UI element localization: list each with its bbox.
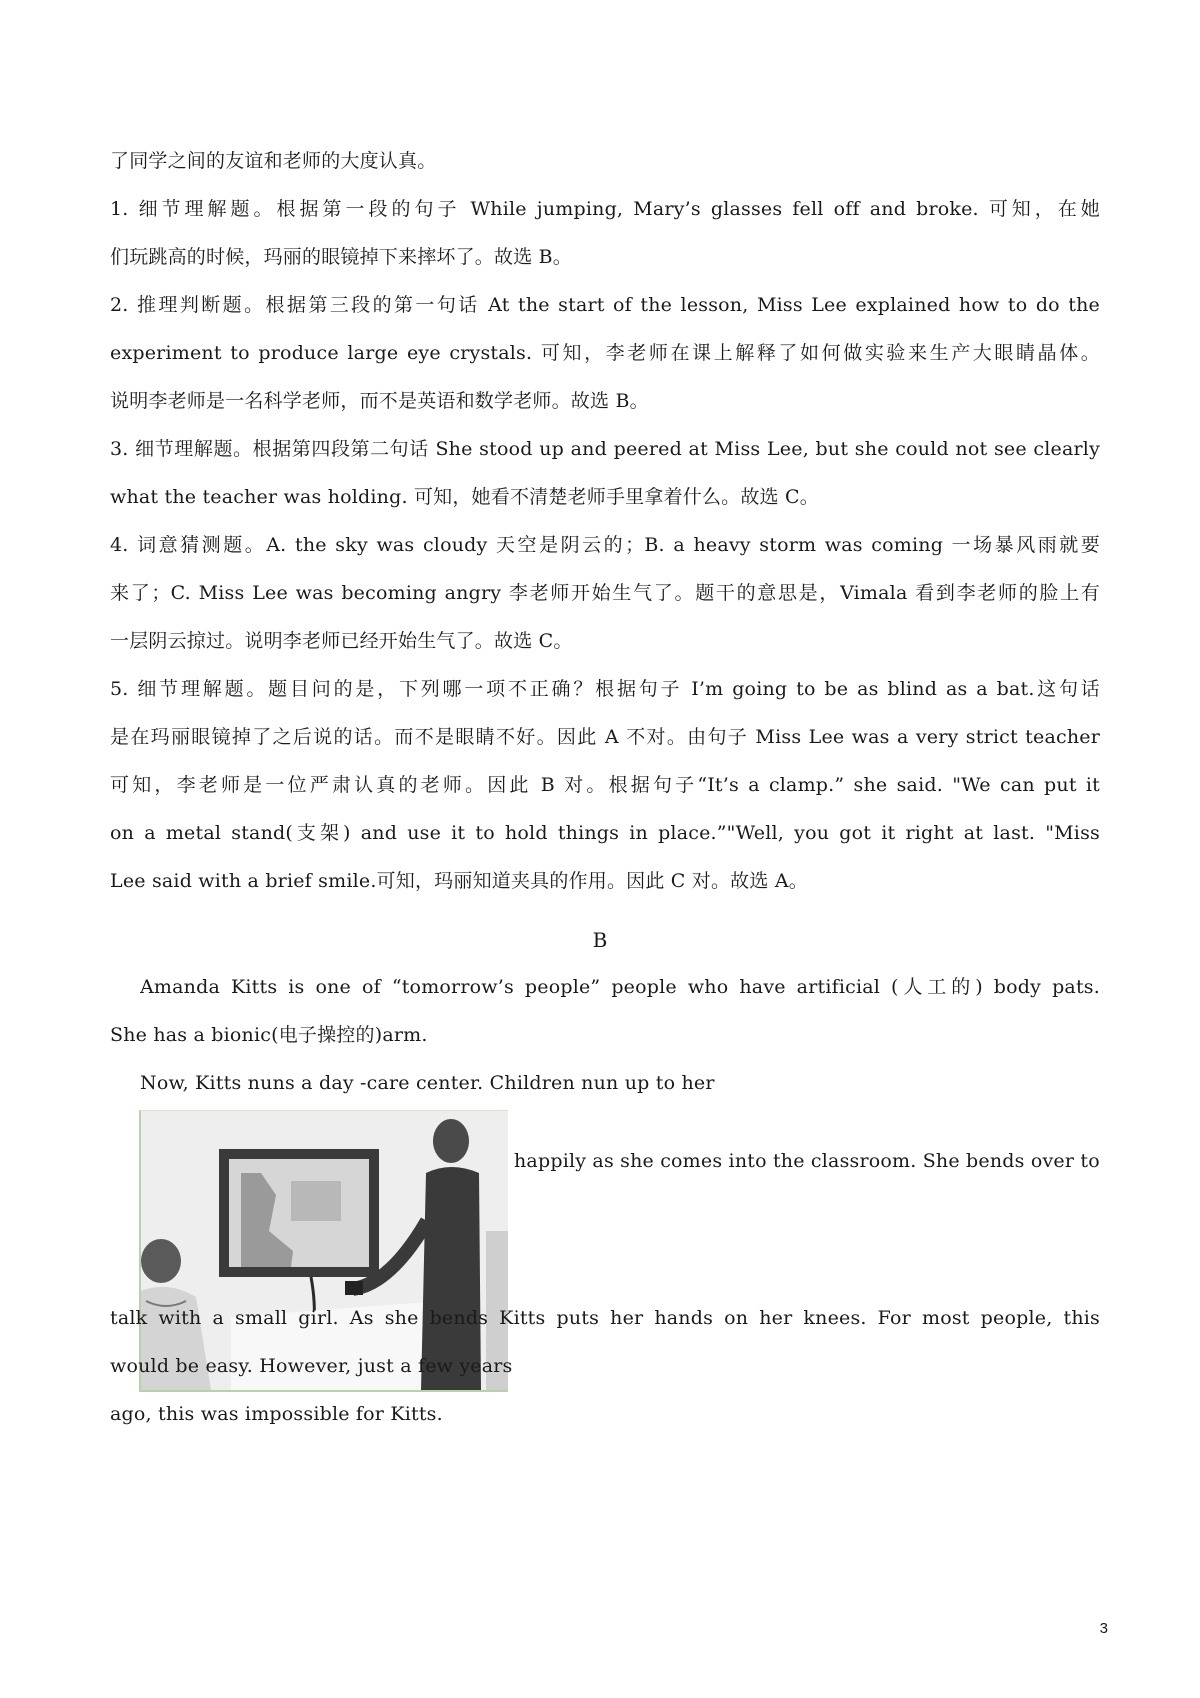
passage-b-paragraph-2-line-5: ago, this was impossible for Kitts. (110, 1403, 443, 1425)
seated-person-head (141, 1239, 181, 1283)
classroom-photo-illustration (141, 1111, 508, 1390)
answer-2-line-2: experiment to produce large eye crystals. 可知，李老师在课上解释了如何做实验来生产大眼睛晶体。 (110, 342, 1100, 364)
page-number: 3 (1099, 1620, 1108, 1637)
answer-3-line-2: what the teacher was holding. 可知，她看不清楚老师手里拿着什么。故选 C。 (110, 486, 819, 508)
answer-intro-tail: 了同学之间的友谊和老师的大度认真。 (110, 150, 437, 172)
answer-1-line-2: 们玩跳高的时候，玛丽的眼镜掉下来摔坏了。故选 B。 (110, 246, 573, 268)
standing-person-head (433, 1119, 469, 1163)
answer-1-line-1: 1. 细节理解题。根据第一段的句子 While jumping, Mary’s glasses fell off and broke. 可知，在她 (110, 198, 1100, 220)
answer-3-line-1: 3. 细节理解题。根据第四段第二句话 She stood up and peered at Miss Lee, but she could not see clearly (110, 438, 1100, 460)
passage-b-paragraph-2-line-2: happily as she comes into the classroom. She bends over to (514, 1150, 1100, 1172)
passage-b-paragraph-2-line-3: talk with a small girl. As she bends Kitts puts her hands on her knees. For most people, this (110, 1307, 1100, 1329)
section-heading: B (592, 928, 608, 952)
passage-b-paragraph-2-line-4: would be easy. However, just a few years (110, 1355, 513, 1377)
answer-4-line-1: 4. 词意猜测题。A. the sky was cloudy 天空是阴云的；B. a heavy storm was coming 一场暴风雨就要 (110, 534, 1100, 556)
passage-b-paragraph-1-line-1: Amanda Kitts is one of “tomorrow’s people” people who have artificial (人工的) body pats. (140, 976, 1100, 998)
answer-5-line-3: 可知，李老师是一位严肃认真的老师。因此 B 对。根据句子“It’s a clamp.” she said. "We can put it (110, 774, 1100, 796)
answer-5-line-1: 5. 细节理解题。题目问的是，下列哪一项不正确？根据句子 I’m going to be as blind as a bat.这句话 (110, 678, 1100, 700)
passage-b-paragraph-2-line-1: Now, Kitts nuns a day -care center. Children nun up to her (140, 1072, 715, 1094)
answer-4-line-3: 一层阴云掠过。说明李老师已经开始生气了。故选 C。 (110, 630, 573, 652)
answer-5-line-5: Lee said with a brief smile.可知，玛丽知道夹具的作用。因此 C 对。故选 A。 (110, 870, 808, 892)
answer-4-line-2: 来了；C. Miss Lee was becoming angry 李老师开始生气了。题干的意思是，Vimala 看到李老师的脸上有 (110, 582, 1100, 604)
answer-5-line-4: on a metal stand(支架) and use it to hold things in place.”"Well, you got it right at last. "Miss (110, 822, 1100, 844)
answer-2-line-1: 2. 推理判断题。根据第三段的第一句话 At the start of the lesson, Miss Lee explained how to do the (110, 294, 1100, 316)
passage-b-paragraph-1-line-2: She has a bionic(电子操控的)arm. (110, 1024, 428, 1046)
answer-2-line-3: 说明李老师是一名科学老师，而不是英语和数学老师。故选 B。 (110, 390, 649, 412)
classroom-photo (139, 1110, 508, 1392)
answer-5-line-2: 是在玛丽眼镜掉了之后说的话。而不是眼睛不好。因此 A 不对。由句子 Miss Lee was a very strict teacher (110, 726, 1100, 748)
